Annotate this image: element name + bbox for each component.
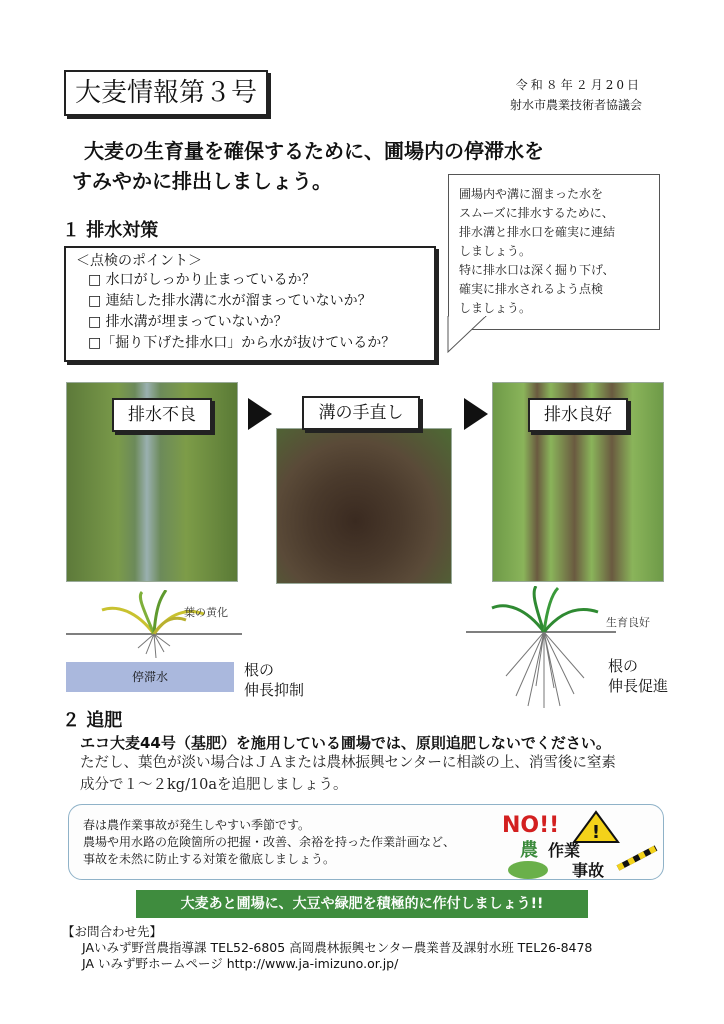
headline-line-2: すみやかに排出しましょう。 [72, 169, 332, 193]
notice-line: 春は農作業事故が発生しやすい季節です。 [83, 818, 311, 832]
notice-line: 農場や用水路の危険箇所の把握・改善、余裕を持った作業計画など、 [83, 835, 456, 849]
checkpoint-item: □「掘り下げた排水口」から水が抜けているか？ [88, 335, 396, 351]
no-farm-accident-logo [498, 808, 658, 882]
body-line: 成分で１～２kg/10aを追肥しましょう。 [80, 777, 348, 793]
bubble-line: 圃場内や溝に溜まった水を [459, 187, 604, 201]
root-promoted-note [608, 656, 668, 696]
body-line: ただし、葉色が淡い場合はＪＡまたは農林振興センターに相談の上、消雪後に窒素 [80, 755, 616, 771]
bubble-line: 排水溝と排水口を確実に連結 [459, 225, 616, 239]
section-1-heading: １ 排水対策 [62, 220, 159, 241]
headline-line-1: 大麦の生育量を確保するために、圃場内の停滞水を [84, 139, 544, 163]
label-good-drainage: 排水良好 [528, 398, 628, 432]
bubble-line: 特に排水口は深く掘り下げ、 [459, 263, 615, 277]
contact-block [62, 924, 592, 972]
plant-yellowing-illustration [66, 590, 246, 662]
photo-ditch-repair [276, 428, 452, 584]
label-poor-drainage: 排水不良 [112, 398, 212, 432]
promotion-banner: 大麦あと圃場に、大豆や緑肥を積極的に作付しましょう!! [136, 890, 588, 918]
bubble-line: しましょう。 [459, 244, 532, 258]
issue-date: 令和８年２月20日 [515, 78, 642, 92]
svg-text:NO!!: NO!! [502, 813, 560, 838]
contact-heading: 【お問合わせ先】 [62, 924, 163, 939]
arrow-right-icon [248, 398, 272, 430]
checkpoint-item: □ 排水溝が埋まっていないか？ [88, 314, 288, 330]
root-note-line: 伸長抑制 [244, 681, 305, 699]
yellowing-annotation: 葉の黄化 [184, 606, 228, 619]
publisher: 射水市農業技術者協議会 [509, 98, 642, 112]
svg-text:!: ! [591, 822, 601, 843]
stagnant-water-label: 停滞水 [66, 662, 234, 692]
root-note-line: 根の [244, 661, 275, 679]
section-2-heading: ２ 追肥 [62, 710, 123, 731]
bubble-line: 確実に排水されるよう点検 [459, 282, 604, 296]
bubble-line: スムーズに排水するために、 [459, 206, 614, 220]
svg-text:農: 農 [520, 840, 538, 861]
root-inhibited-note [244, 660, 304, 700]
checkpoint-header: ＜点検のポイント＞ [76, 253, 202, 269]
checkpoint-item: □ 水口がしっかり止まっているか？ [88, 272, 316, 288]
svg-text:事故: 事故 [572, 861, 605, 880]
label-ditch-repair: 溝の手直し [302, 396, 420, 430]
bubble-line: しましょう。 [459, 301, 532, 315]
root-note-line: 伸長促進 [608, 677, 669, 695]
speech-bubble-tail [446, 316, 490, 356]
fertilizer-rule: エコ大麦44号（基肥）を施用している圃場では、原則追肥しないでください。 [80, 734, 611, 752]
fertilizer-exception [80, 752, 670, 796]
plant-healthy-illustration [466, 586, 616, 710]
root-note-line: 根の [608, 657, 639, 675]
bulletin-title: 大麦情報第３号 [64, 70, 268, 116]
arrow-right-icon [464, 398, 488, 430]
contact-line: JA いみず野ホームページ http://www.ja-imizuno.or.jp/ [82, 956, 399, 971]
checkpoint-item: □ 連結した排水溝に水が溜まっていないか？ [88, 293, 372, 309]
speech-bubble [448, 174, 660, 330]
healthy-annotation: 生育良好 [606, 616, 650, 629]
svg-text:作業: 作業 [548, 841, 581, 860]
notice-line: 事故を未然に防止する対策を徹底しましょう。 [83, 852, 336, 866]
contact-line: JAいみず野営農指導課 TEL52-6805 高岡農林振興センター農業普及課射水班 TEL26-8478 [82, 940, 593, 955]
checkpoint-box [64, 246, 436, 362]
